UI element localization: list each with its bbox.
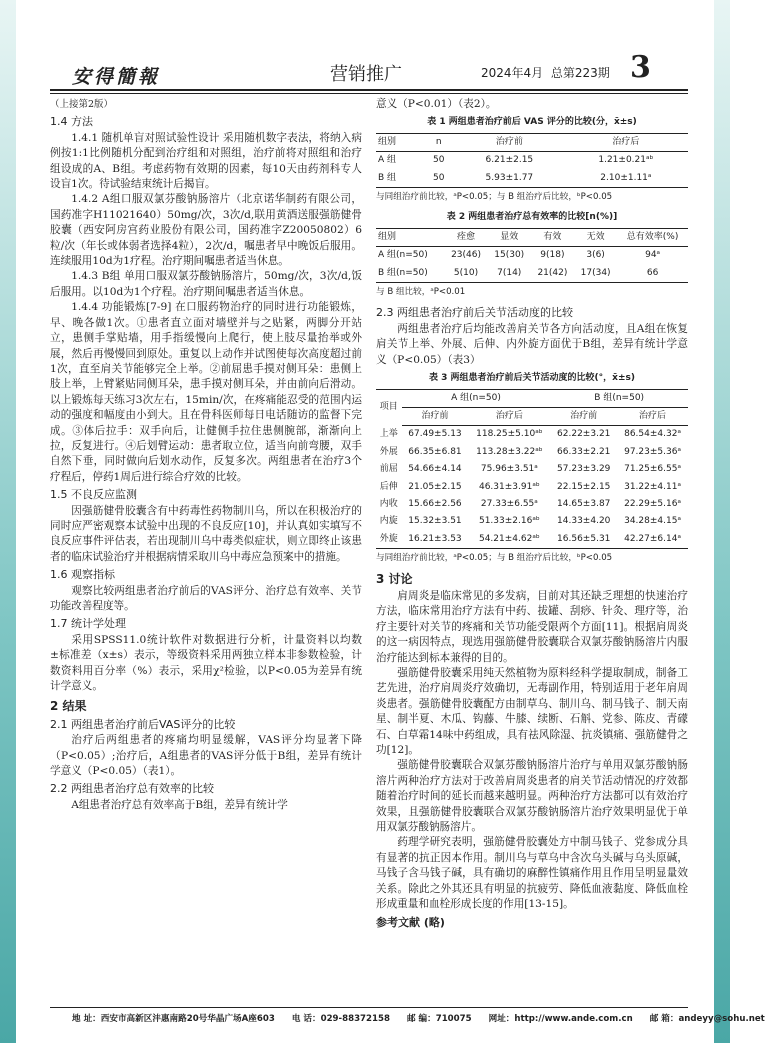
table-row	[376, 531, 688, 549]
table2-header: 总有效率(%)	[617, 228, 688, 246]
table-cell: 31.22±4.11ᵃ	[624, 481, 681, 492]
references-heading: 参考文献 (略)	[376, 915, 445, 929]
table-cell: 50	[432, 172, 445, 183]
table-cell: B 组(n=50)	[378, 267, 428, 278]
table-cell: 66.35±6.81	[408, 446, 462, 457]
table-cell: 14.33±4.20	[557, 516, 611, 527]
heading-adverse: 1.5 不良反应监测	[50, 488, 137, 502]
table-cell: 66	[646, 267, 659, 278]
newspaper-logo: 安得簡報	[72, 66, 161, 88]
left-column	[50, 97, 362, 813]
table-cell: 后伸	[379, 481, 398, 492]
table-cell: 5(10)	[453, 267, 479, 278]
continued-note: （上接第2版）	[50, 99, 114, 110]
table3-caption: 表 3 两组患者治疗前后关节活动度的比较(°，x̄±s)	[429, 373, 635, 384]
table-cell: 22.29±5.16ᵃ	[624, 498, 681, 509]
table-cell: 外旋	[379, 533, 398, 544]
table-cell: 16.21±3.53	[408, 533, 462, 544]
table3-note: 与同组治疗前比较，ᵃP<0.05；与 B 组治疗后比较，ᵇP<0.05	[376, 553, 613, 564]
table-cell: 15.66±2.56	[408, 498, 462, 509]
table-cell: 9(18)	[540, 250, 565, 261]
table-cell: 94ᵃ	[645, 250, 661, 261]
table3-subheader: 治疗后	[468, 407, 550, 425]
footer-website: 网址：http://www.ande.com.cn	[488, 1014, 633, 1024]
paragraph-2-1: 治疗后两组患者的疼痛均明显缓解，VAS评分均显著下降（P<0.05）;治疗后，A组患者的VAS评分低于B组，差异有统计学意义（P<0.05）（表1）。	[50, 734, 362, 778]
table1-header: 治疗后	[564, 133, 688, 151]
table-cell: 97.23±5.36ᵃ	[624, 446, 681, 457]
table-cell: 14.65±3.87	[557, 498, 611, 509]
right-column	[376, 97, 688, 931]
table-cell: 6.21±2.15	[485, 155, 534, 166]
table-cell: 7(14)	[497, 267, 522, 278]
table-cell: 21(42)	[537, 267, 568, 278]
table-cell: 内旋	[379, 516, 398, 527]
heading-methods: 1.4 方法	[50, 115, 93, 129]
table2-header: 痊愈	[444, 228, 487, 246]
table-cell: 57.23±3.29	[557, 464, 611, 475]
table1-header: 治疗前	[455, 133, 564, 151]
table3-group-a: A 组(n=50)	[402, 389, 551, 407]
paragraph-3-1: 肩周炎是临床常见的多发病，目前对其还缺乏理想的快速治疗方法，临床常用治疗方法有中药、拔罐、刮痧、针灸、理疗等，治疗主要针对关节的疼痛和关节功能受限两个方面[11]。根据肩周炎的这一病因特点，现选用强筋健骨胶囊联合双氯芬酸钠肠溶片内服治疗能达到标本兼得的目的。	[376, 589, 688, 664]
table-cell: 17(34)	[580, 267, 611, 278]
table1-caption: 表 1 两组患者治疗前后 VAS 评分的比较(分，x̄±s)	[427, 117, 637, 128]
table-row	[376, 513, 688, 530]
table-row	[376, 496, 688, 513]
table-cell: 66.33±2.21	[557, 446, 611, 457]
table2-header: 有效	[531, 228, 574, 246]
heading-2-3: 2.3 两组患者治疗前后关节活动度的比较	[376, 306, 573, 320]
header-rule	[50, 89, 688, 91]
table-row	[376, 444, 688, 461]
table-cell: 16.56±5.31	[557, 533, 611, 544]
table-cell: 50	[432, 155, 445, 166]
footer-zip: 邮 编：710075	[406, 1014, 472, 1024]
table-cell: 22.15±2.15	[557, 481, 611, 492]
heading-discussion: 3 讨论	[376, 571, 413, 586]
paragraph-1-4-3: 1.4.3 B组 单用口服双氯芬酸钠肠溶片，50mg/次，3次/d,饭后服用。以10d为1个疗程。治疗期间嘱患者适当休息。	[50, 270, 362, 298]
footer-phone: 电 话：029-88372158	[291, 1014, 390, 1024]
table-row	[376, 265, 688, 283]
table-cell: 1.21±0.21ᵃᵇ	[598, 155, 654, 166]
table-cell: B 组	[378, 172, 397, 183]
table-cell: 86.54±4.32ᵃ	[624, 429, 681, 440]
paragraph-3-2: 强筋健骨胶囊采用纯天然植物为原料经科学提取制成，制备工艺先进，治疗肩周炎疗效确切，无毒副作用，特别适用于老年肩周炎患者。强筋健骨胶囊配方由制草乌、制川乌、制马钱子、制天南星、制半夏、木瓜、钩藤、牛膝、续断、石斛、党参、陈皮、青礞石、白草霜14味中药组成，具有祛风除湿、抗炎镇痛、强筋健骨之功[12]。	[376, 667, 688, 757]
heading-2-1: 2.1 两组患者治疗前后VAS评分的比较	[50, 717, 236, 731]
heading-2-2: 2.2 两组患者治疗总有效率的比较	[50, 782, 214, 796]
table-row	[376, 426, 688, 444]
left-decorative-band	[0, 0, 16, 1043]
table-row	[376, 479, 688, 496]
heading-results: 2 结果	[50, 699, 87, 714]
footer-rule	[50, 1007, 688, 1008]
footer-email: 邮 箱：andeyy@sohu.net	[649, 1014, 765, 1024]
table2-header: 组别	[376, 228, 444, 246]
section-title: 营销推广	[330, 64, 402, 85]
table-row	[376, 247, 688, 265]
table3-group-b: B 组(n=50)	[550, 389, 688, 407]
table-cell: 23(46)	[451, 250, 481, 261]
paragraph-1-4-2: 1.4.2 A组口服双氯芬酸钠肠溶片（北京诺华制药有限公司，国药准字H11021640）50mg/次，3次/d,联用黄酒送服强筋健骨胶囊（西安阿房宫药业股份有限公司，国药准字Z20050802）6粒/次（年长或体弱者选择4粒），2次/d，嘱患者早中晚饭后服用。连续服用10d为1疗程。治疗期间嘱患者适当休息。	[50, 193, 362, 268]
table-cell: 51.33±2.16ᵃᵇ	[478, 516, 540, 527]
paragraph-1-6: 观察比较两组患者治疗前后的VAS评分、治疗总有效率、关节功能改善程度等。	[50, 584, 362, 612]
table-cell: 54.66±4.14	[408, 464, 462, 475]
right-decorative-band	[714, 0, 730, 1043]
table3-body	[376, 426, 688, 549]
table-cell: 113.28±3.22ᵃᵇ	[476, 446, 543, 457]
table3-subheader: 治疗后	[617, 407, 688, 425]
table-cell: 54.21±4.62ᵃᵇ	[478, 533, 540, 544]
table2-header: 无效	[574, 228, 617, 246]
table-cell: 71.25±6.55ᵃ	[624, 464, 681, 475]
table-cell: 外展	[379, 446, 398, 457]
table-cell: 62.22±3.21	[557, 429, 611, 440]
paragraph-1-4-1: 1.4.1 随机单盲对照试验性设计 采用随机数字表法，将纳入病例按1:1比例随机分配到治疗组和对照组，治疗前将对照组和治疗组设成的A、B组。考虑药物有效期的因素，每10天由药剂科专人设盲1次。待试验结束统计后揭盲。	[50, 131, 362, 191]
table-cell: 3(6)	[586, 250, 605, 261]
paragraph-2-2-cont: 意义（P<0.01）（表2）。	[376, 98, 497, 110]
table-cell: 21.05±2.15	[408, 481, 462, 492]
table-cell: 15.32±3.51	[408, 516, 462, 527]
table-cell: 15(30)	[494, 250, 525, 261]
table-efficacy	[376, 228, 688, 283]
table-cell: 34.28±4.15ᵃ	[624, 516, 681, 527]
table1-header: n	[422, 133, 455, 151]
heading-statistics: 1.7 统计学处理	[50, 617, 126, 631]
table-cell: 118.25±5.10ᵃᵇ	[476, 429, 543, 440]
table-vas	[376, 133, 688, 188]
table2-header: 显效	[488, 228, 531, 246]
paragraph-3-3: 强筋健骨胶囊联合双氯芬酸钠肠溶片治疗与单用双氯芬酸钠肠溶片两种治疗方法对于改善肩周炎患者的肩关节活动情况的疗效都随着治疗时间的延长而越来越明显。两种治疗方法都可以有效治疗效果，且强筋健骨胶囊联合双氯芬酸钠肠溶片治疗效果明显优于单用双氯芬酸钠肠溶片。	[376, 759, 688, 834]
table-cell: A 组	[378, 155, 397, 166]
table1-header: 组别	[376, 133, 422, 151]
table-cell: 46.31±3.91ᵃᵇ	[478, 481, 540, 492]
table2-note: 与 B 组比较，ᵃP<0.01	[376, 287, 466, 298]
paragraph-1-5: 因强筋健骨胶囊含有中药毒性药物制川乌，所以在积极治疗的同时应严密观察本试验中出现的不良反应[10]，并认真如实填写不良反应事件评估表，若出现制川乌中毒类似症状，则立即终止该患者的临床试验治疗并根据病情采取川乌中毒应急预案中的措施。	[50, 504, 362, 563]
table3-subheader: 治疗前	[402, 407, 469, 425]
table-row	[376, 170, 688, 188]
table-cell: A 组(n=50)	[378, 250, 428, 261]
table1-note: 与同组治疗前比较，ᵃP<0.05；与 B 组治疗后比较，ᵇP<0.05	[376, 192, 613, 203]
paragraph-2-2: A组患者治疗总有效率高于B组，差异有统计学	[71, 798, 288, 811]
paragraph-1-7: 采用SPSS11.0统计软件对数据进行分析，计量资料以均数±标准差（x±s）表示，等级资料采用两独立样本非参数检验，计数资料用百分率（%）表示，采用χ²检验，以P<0.05为差异有统计学意义。	[50, 633, 362, 693]
paragraph-3-4: 药理学研究表明，强筋健骨胶囊处方中制马钱子、党参成分具有显著的抗正因本作用。制川乌与草乌中含次乌头碱与乌头原碱，马钱子含马钱子碱，具有确切的麻醉性镇痛作用且作用呈明显量效关系。除此之外其还具有明显的抗疲劳、降低血液黏度、降低血栓形成重量和血栓形成长度的作用[13-15]。	[376, 836, 688, 911]
paragraph-1-4-4: 1.4.4 功能锻炼[7-9] 在口服药物治疗的同时进行功能锻炼，早、晚各做1次。①患者直立面对墙壁并与之贴紧，两脚分开站立，患侧手掌贴墙，用手指缓慢向上爬行，使上肢尽量抬举或外展，然后再慢慢回到原处。重复以上动作并试图使每次高度超过前1次，直至肩关节能够完全上举。②前屈患手摸对侧耳朵：患侧上肢上举，上臂紧贴同侧耳朵，患手摸对侧耳朵，并由前向后滑动。以上锻炼每天练习3次左右，15min/次，在疼痛能忍受的范围内运动的强度和幅度由小到大。且在骨科医师每日电话随访的监督下完成。③体后拉手：双手向后，让健侧手拉住患侧腕部，渐渐向上拉，反复进行。④后划臂运动：患者取立位，适当向前弯腰，双手自然下垂，同时做向后划水动作，反复多次。两组患者在治疗3个疗程后，停药1周后进行综合疗效的比较。	[50, 301, 362, 483]
table2-caption: 表 2 两组患者治疗总有效率的比较[n(%)]	[446, 212, 618, 223]
footer-contact	[72, 1012, 779, 1024]
table-cell: 内收	[379, 498, 398, 509]
table-rom	[376, 389, 688, 550]
table-cell: 上举	[379, 429, 398, 440]
table-cell: 5.93±1.77	[485, 172, 534, 183]
table-row	[376, 152, 688, 170]
table-cell: 42.27±6.14ᵃ	[624, 533, 681, 544]
table-cell: 67.49±5.13	[408, 429, 462, 440]
header-rule-thin	[50, 93, 688, 94]
footer-address: 地 址：西安市高新区沣惠南路20号华晶广场A座603	[72, 1014, 275, 1024]
table-cell: 75.96±3.51ᵃ	[480, 464, 538, 475]
table-cell: 前屈	[379, 464, 398, 475]
table-cell: 2.10±1.11ᵃ	[600, 172, 652, 183]
table3-header: 项目	[379, 401, 398, 412]
issue-date: 2024年4月 总第223期	[481, 66, 610, 80]
table-row	[376, 461, 688, 478]
page-number: 3	[630, 50, 651, 85]
table3-subheader: 治疗前	[550, 407, 617, 425]
table-cell: 27.33±6.55ᵃ	[480, 498, 538, 509]
heading-indicators: 1.6 观察指标	[50, 568, 115, 582]
paragraph-2-3: 两组患者治疗后均能改善肩关节各方向活动度，且A组在恢复肩关节上举、外展、后伸、内外旋方面优于B组，差异有统计学意义（P<0.05）（表3）	[376, 322, 688, 366]
